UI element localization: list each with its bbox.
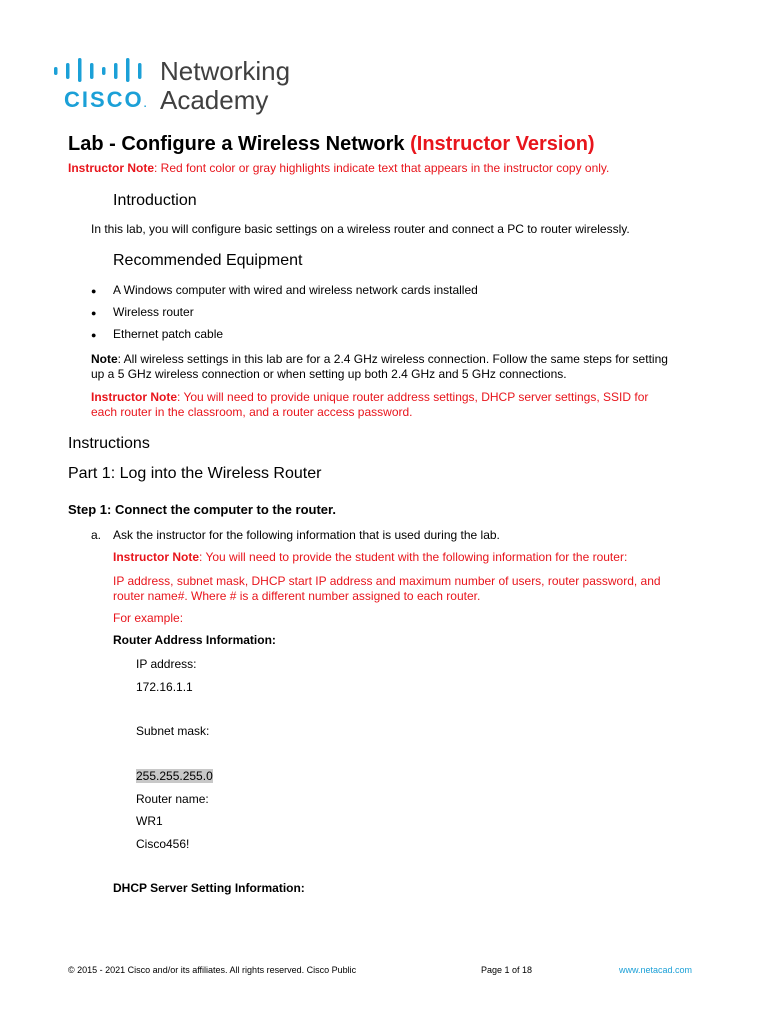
router-info-heading: Router Address Information: bbox=[113, 633, 276, 647]
bullet-icon: ● bbox=[91, 286, 97, 296]
instructor-note-equipment-1: Instructor Note: You will need to provide unique router address settings, DHCP server settings, SSID for bbox=[91, 390, 649, 404]
equipment-heading: Recommended Equipment bbox=[113, 252, 303, 269]
list-marker-a: a. bbox=[91, 528, 102, 542]
cisco-bars-icon bbox=[52, 58, 148, 82]
footer-url-link[interactable]: www.netacad.com bbox=[619, 965, 693, 975]
title-suffix: (Instructor Version) bbox=[410, 133, 595, 155]
equipment-list-item bbox=[91, 305, 96, 321]
instructions-heading: Instructions bbox=[68, 435, 150, 452]
equipment-item-text: A Windows computer with wired and wireless network cards installed bbox=[113, 283, 478, 297]
subnet-value: 255.255.255.0 bbox=[136, 769, 213, 783]
footer-copyright: © 2015 - 2021 Cisco and/or its affiliates. All rights reserved. Cisco Public bbox=[68, 965, 357, 975]
brand-academy: Academy bbox=[160, 85, 269, 115]
introduction-heading: Introduction bbox=[113, 192, 197, 209]
instructor-note-top: Instructor Note: Red font color or gray highlights indicate text that appears in the instructor copy only. bbox=[68, 161, 610, 175]
red-line-2: router name#. Where # is a different number assigned to each router. bbox=[113, 589, 481, 603]
password-value: Cisco456! bbox=[136, 837, 190, 851]
router-name-value: WR1 bbox=[136, 814, 163, 828]
subnet-label: Subnet mask: bbox=[136, 724, 210, 738]
equipment-list-item bbox=[91, 327, 96, 343]
note-line-2: up a 5 GHz wireless connection or when setting up both 2.4 GHz and 5 GHz connections. bbox=[91, 367, 567, 381]
brand-networking: Networking bbox=[160, 56, 291, 86]
red-line-1: IP address, subnet mask, DHCP start IP address and maximum number of users, router password, and bbox=[113, 574, 661, 588]
part1-heading: Part 1: Log into the Wireless Router bbox=[68, 465, 322, 482]
instructor-note-equipment-2: each router in the classroom, and a router access password. bbox=[91, 405, 413, 419]
bullet-icon: ● bbox=[91, 330, 97, 340]
for-example: For example: bbox=[113, 611, 184, 625]
cisco-wordmark: CISCO. bbox=[64, 87, 147, 112]
ip-value: 172.16.1.1 bbox=[136, 680, 193, 694]
step1-heading: Step 1: Connect the computer to the router. bbox=[68, 502, 336, 517]
footer-page-number: Page 1 of 18 bbox=[481, 965, 533, 975]
ip-label: IP address: bbox=[136, 657, 197, 671]
introduction-text: In this lab, you will configure basic settings on a wireless router and connect a PC to router wirelessly. bbox=[91, 222, 630, 236]
equipment-list-item bbox=[91, 283, 96, 299]
note-line-1: Note: All wireless settings in this lab are for a 2.4 GHz wireless connection. Follow the same steps for setting bbox=[91, 352, 668, 366]
page-title: Lab - Configure a Wireless Network (Instructor Version) bbox=[68, 133, 595, 155]
dhcp-heading: DHCP Server Setting Information: bbox=[113, 881, 305, 895]
router-name-label: Router name: bbox=[136, 792, 209, 806]
instructor-note-step: Instructor Note: You will need to provide the student with the following information for the router: bbox=[113, 550, 628, 564]
step-a-text: Ask the instructor for the following information that is used during the lab. bbox=[113, 528, 500, 542]
equipment-item-text: Ethernet patch cable bbox=[113, 327, 224, 341]
equipment-item-text: Wireless router bbox=[113, 305, 194, 319]
bullet-icon: ● bbox=[91, 308, 97, 318]
